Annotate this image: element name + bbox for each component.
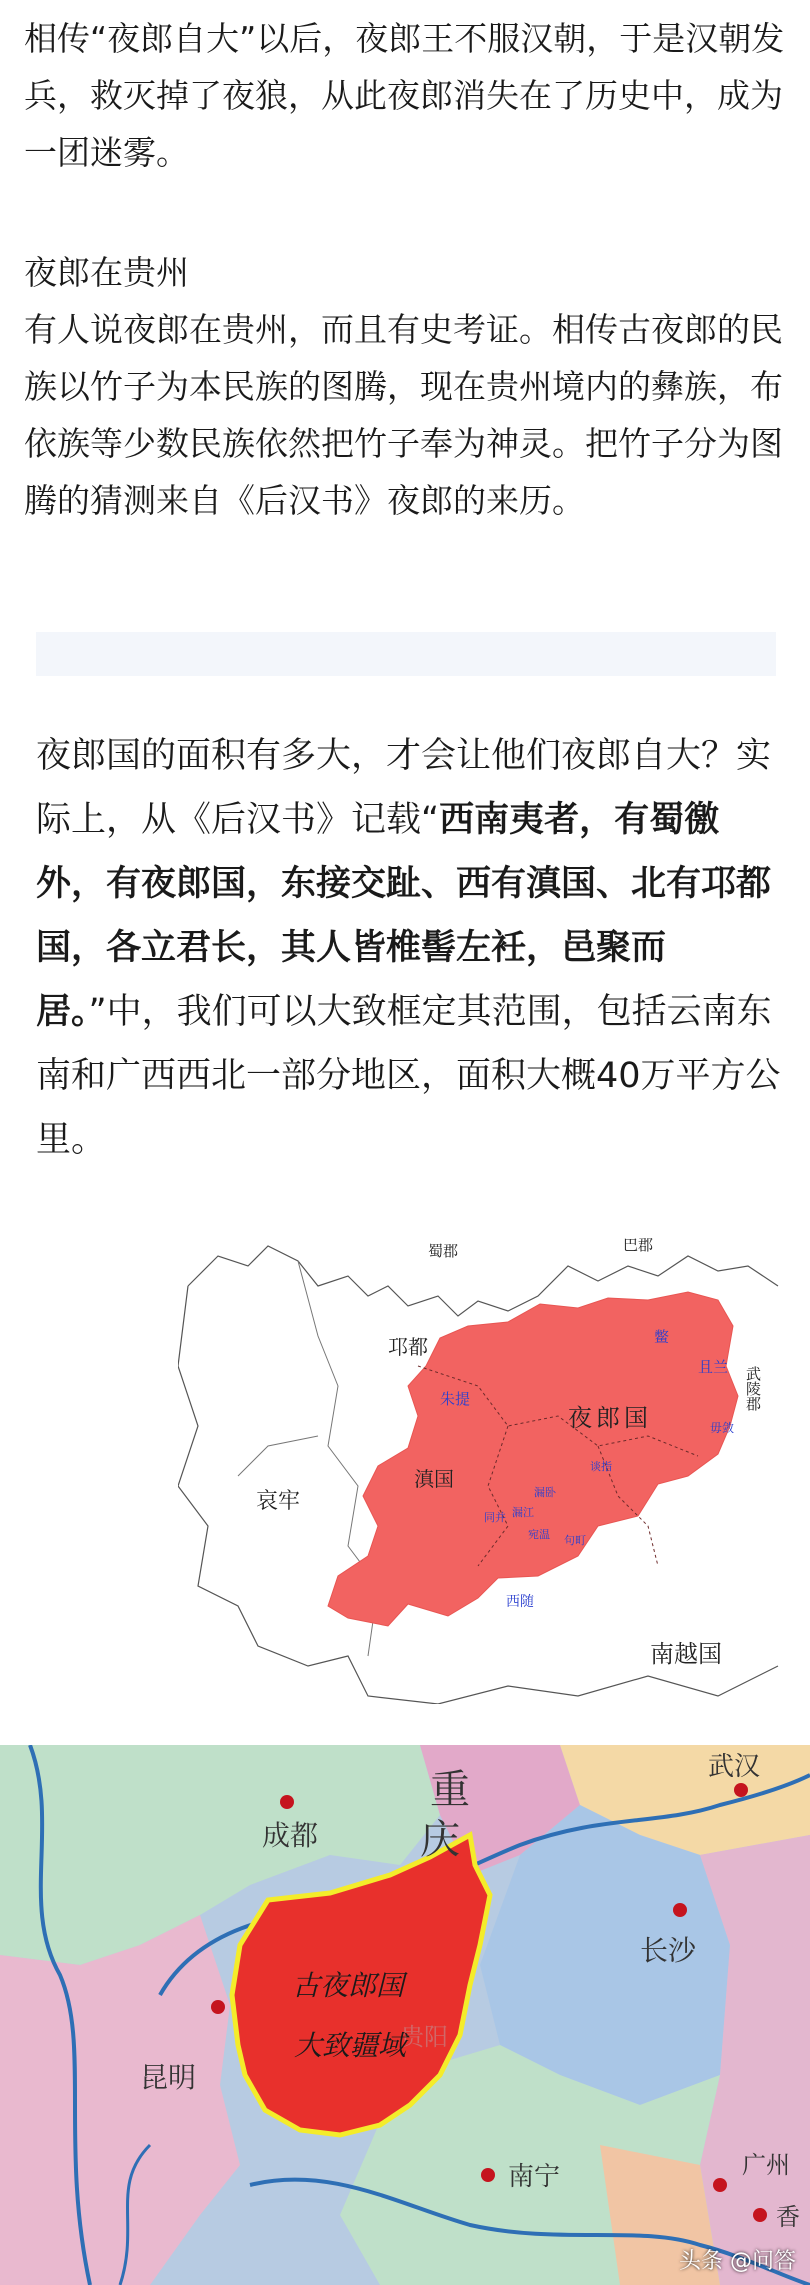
kunming-dot (211, 2000, 225, 2014)
area-text-a: 夜郎国的面积有多大，才会让他们夜郎自大？实际上，从《后汉书》记载“ (36, 736, 772, 840)
area-paragraph (36, 724, 786, 1172)
label-fufen: 漏卧 (534, 1486, 556, 1499)
historical-map-svg (178, 1226, 780, 1704)
label-chengdu: 成都 (262, 1819, 319, 1852)
label-tongbing: 同并 (484, 1511, 506, 1524)
label-ailao: 哀牢 (256, 1489, 301, 1514)
label-yelang: 夜郎国 (568, 1404, 652, 1432)
modern-map (0, 1745, 810, 2285)
label-chongqing-a: 重 (430, 1767, 470, 1813)
label-dian: 滇国 (414, 1467, 454, 1491)
section-heading: 夜郎在贵州 (24, 253, 189, 292)
label-kunming: 昆明 (140, 2061, 197, 2094)
chengdu-dot (280, 1795, 294, 1809)
label-changsha: 长沙 (640, 1934, 697, 1967)
label-bie: 鳖 (654, 1328, 670, 1346)
label-qiong: 邛都 (388, 1335, 428, 1359)
watermark: 头条 @问答 (679, 2249, 796, 2274)
label-nanyue: 南越国 (650, 1640, 722, 1668)
label-hk: 香 (776, 2203, 800, 2231)
label-louj: 漏江 (512, 1506, 534, 1519)
label-shu: 蜀郡 (428, 1242, 459, 1260)
label-ba: 巴郡 (623, 1236, 654, 1254)
area-text-b: ”中，我们可以大致框定其范围，包括云南东南和广西西北一部分地区，面积大概40万平方公里。 (36, 992, 781, 1160)
hk-dot (753, 2208, 767, 2222)
modern-map-svg (0, 1745, 810, 2285)
section-divider (36, 632, 776, 676)
guizhou-paragraph: 有人说夜郎在贵州，而且有史考证。相传古夜郎的民族以竹子为本民族的图腾，现在贵州境内的彝族，布依族等少数民族依然把竹子奉为神灵。把竹子分为图腾的猜测来自《后汉书》夜郎的来历。 (24, 310, 783, 520)
wuhan-dot (734, 1783, 748, 1797)
label-qielan: 且兰 (698, 1358, 729, 1376)
changsha-dot (673, 1903, 687, 1917)
label-guangzhou: 广州 (742, 2151, 790, 2179)
quote-bold: 西南夷者，有蜀徼外，有夜郎国，东接交趾、西有滇国、北有邛都国，各立君长，其人皆椎髻左衽，邑聚而居。 (36, 800, 772, 1032)
historical-map (178, 1226, 780, 1704)
label-chongqing-b: 庆 (420, 1817, 460, 1863)
guangzhou-dot (713, 2178, 727, 2192)
label-juding: 句町 (564, 1534, 586, 1547)
label-wuling: 武陵郡 (744, 1366, 762, 1411)
label-wanwen: 宛温 (528, 1528, 550, 1541)
label-tanfu: 谈指 (590, 1460, 612, 1473)
label-yelang-title-a: 古夜郎国 (292, 1969, 405, 2002)
label-xisui: 西随 (506, 1594, 534, 1610)
label-wulian: 毋敛 (710, 1421, 735, 1435)
label-zhuti: 朱提 (440, 1390, 471, 1408)
label-wuhan: 武汉 (708, 1752, 761, 1782)
intro-paragraph: 相传“夜郎自大”以后，夜郎王不服汉朝，于是汉朝发兵，救灭掉了夜狼，从此夜郎消失在了历史中，成为一团迷雾。 (24, 19, 785, 172)
nanning-dot (481, 2168, 495, 2182)
label-guiyang: 贵阳 (400, 2023, 448, 2051)
label-yelang-title-b: 大致疆域 (294, 2029, 407, 2062)
label-nanning: 南宁 (508, 2162, 561, 2192)
